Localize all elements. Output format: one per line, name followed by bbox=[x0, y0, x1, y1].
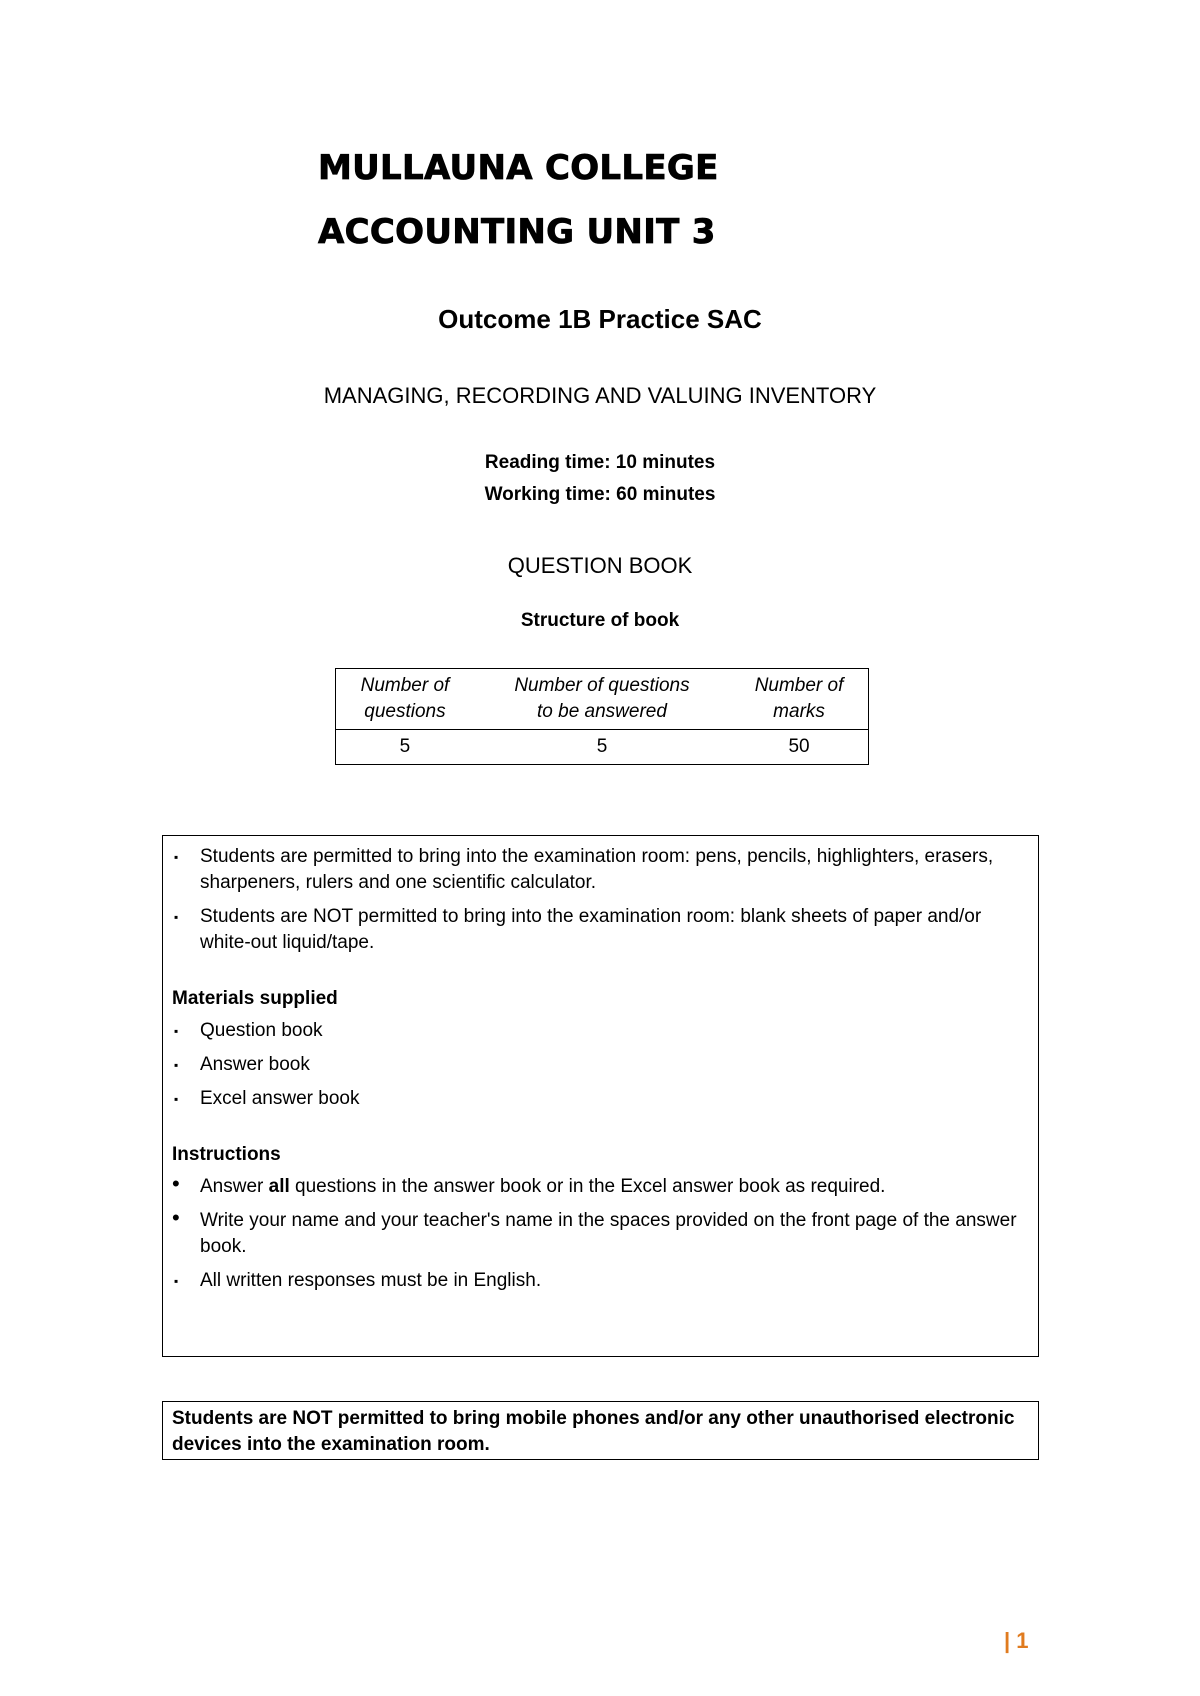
permitted-list bbox=[172, 844, 1030, 956]
cell-number-of-questions: 5 bbox=[336, 730, 474, 765]
structure-table-header-row bbox=[336, 669, 869, 730]
subject-title: ACCOUNTING UNIT 3 bbox=[318, 212, 716, 252]
instruction-text: Answer all questions in the answer book or in the Excel answer book as required. bbox=[200, 1176, 886, 1197]
list-item bbox=[172, 1052, 1030, 1078]
round-bullet-icon: • bbox=[172, 1171, 180, 1196]
square-bullet-icon: ▪ bbox=[174, 1024, 179, 1038]
list-item bbox=[172, 1268, 1030, 1294]
table-row bbox=[336, 730, 869, 765]
round-bullet-icon: • bbox=[172, 1205, 180, 1230]
instruction-text: All written responses must be in English. bbox=[200, 1270, 542, 1291]
instructions-heading: Instructions bbox=[172, 1144, 281, 1165]
list-item bbox=[172, 1086, 1030, 1112]
structure-table bbox=[335, 668, 869, 765]
square-bullet-icon: ▪ bbox=[174, 910, 179, 924]
book-type: QUESTION BOOK bbox=[507, 553, 693, 578]
cell-number-of-marks: 50 bbox=[730, 730, 868, 765]
materials-heading: Materials supplied bbox=[172, 988, 338, 1009]
list-item bbox=[172, 1171, 1030, 1200]
material-item: Question book bbox=[200, 1020, 323, 1041]
list-item bbox=[172, 904, 1030, 956]
square-bullet-icon: ▪ bbox=[174, 1058, 179, 1072]
header-number-of-questions: Number of questions bbox=[336, 669, 474, 730]
structure-heading: Structure of book bbox=[520, 610, 680, 631]
working-time: Working time: 60 minutes bbox=[484, 484, 716, 505]
topic-heading: MANAGING, RECORDING AND VALUING INVENTORY bbox=[323, 383, 877, 408]
instructions-list bbox=[172, 1171, 1030, 1294]
square-bullet-icon: ▪ bbox=[174, 850, 179, 864]
header-questions-to-answer: Number of questions to be answered bbox=[474, 669, 730, 730]
rules-box bbox=[162, 835, 1039, 1357]
material-item: Answer book bbox=[200, 1054, 310, 1075]
header-number-of-marks: Number of marks bbox=[730, 669, 868, 730]
permitted-text: Students are permitted to bring into the examination room: pens, pencils, highlighters, erasers, sharpeners, rulers and one scientific calculator. bbox=[200, 846, 994, 893]
list-item bbox=[172, 1018, 1030, 1044]
material-item: Excel answer book bbox=[200, 1088, 360, 1109]
cell-questions-to-answer: 5 bbox=[474, 730, 730, 765]
warning-text: Students are NOT permitted to bring mobile phones and/or any other unauthorised electronic devices into the examination room. bbox=[172, 1408, 1015, 1455]
page-number: | 1 bbox=[1004, 1628, 1029, 1653]
outcome-heading: Outcome 1B Practice SAC bbox=[438, 304, 762, 334]
square-bullet-icon: ▪ bbox=[174, 1092, 179, 1106]
instruction-text: Write your name and your teacher's name in the spaces provided on the front page of the answer book. bbox=[200, 1210, 1017, 1257]
not-permitted-text: Students are NOT permitted to bring into the examination room: blank sheets of paper and/or white-out liquid/tape. bbox=[200, 906, 982, 953]
reading-time: Reading time: 10 minutes bbox=[484, 452, 716, 473]
square-bullet-icon: ▪ bbox=[174, 1274, 179, 1288]
warning-box bbox=[162, 1401, 1039, 1460]
materials-list bbox=[172, 1018, 1030, 1112]
list-item bbox=[172, 844, 1030, 896]
school-title: MULLAUNA COLLEGE bbox=[318, 148, 719, 188]
list-item bbox=[172, 1205, 1030, 1260]
